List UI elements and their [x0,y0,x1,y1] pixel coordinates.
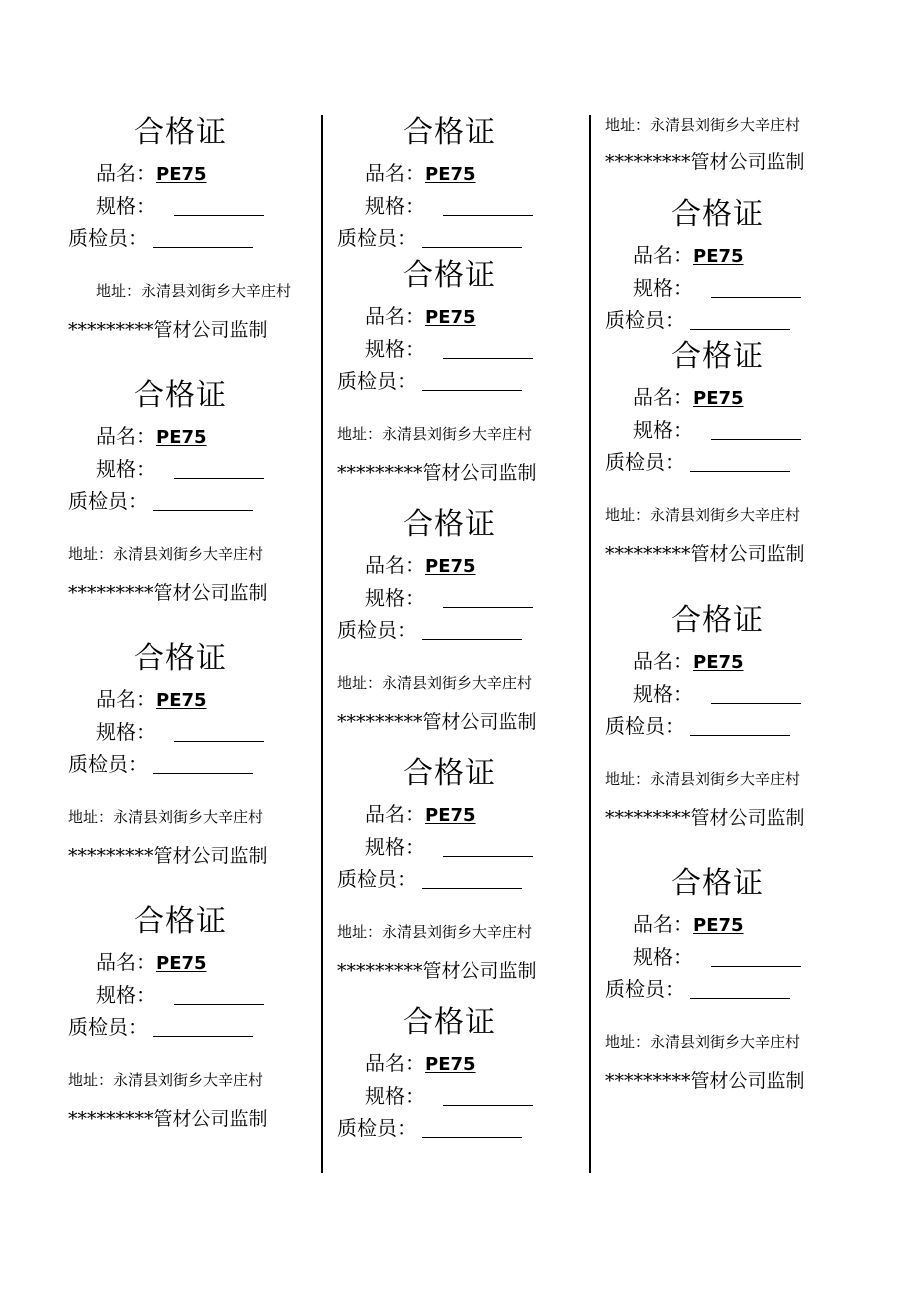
company-line: *********管材公司监制 [68,845,268,867]
certificate-block [68,378,318,604]
product-name-label: 品名： [365,161,425,185]
column-divider-left [321,115,323,1173]
product-name-value: PE75 [425,556,476,577]
certificate-block [337,258,587,484]
certificate-title: 合格证 [403,756,496,791]
product-name-label: 品名： [633,649,693,673]
certificate-block [337,1005,587,1140]
specification-blank-line [443,838,533,857]
inspector-blank-line [690,717,790,736]
product-name-row [365,804,476,825]
product-name-value: PE75 [693,915,744,936]
certificate-block [68,641,318,867]
company-line: *********管材公司监制 [337,711,537,733]
specification-row [633,947,801,967]
inspector-blank-line [153,229,253,248]
inspector-row [605,716,790,736]
specification-label: 规格： [96,457,156,481]
specification-label: 规格： [365,586,425,610]
product-name-value: PE75 [693,388,744,409]
company-line: *********管材公司监制 [68,582,268,604]
inspector-row [337,1118,522,1138]
address-line: 地址：永清县刘街乡大辛庄村 [605,506,801,524]
specification-blank-line [174,197,264,216]
certificate-block [68,904,318,1130]
address-line: 地址：永清县刘街乡大辛庄村 [337,425,533,443]
product-name-value: PE75 [156,164,207,185]
specification-label: 规格： [365,835,425,859]
product-name-row [365,555,476,576]
specification-label: 规格： [365,1084,425,1108]
specification-row [633,684,801,704]
product-name-value: PE75 [693,246,744,267]
inspector-row [68,1017,253,1037]
company-line: *********管材公司监制 [605,543,805,565]
product-name-label: 品名： [96,424,156,448]
inspector-label: 质检员： [605,714,685,738]
product-name-row [96,163,207,184]
inspector-label: 质检员： [68,752,148,776]
certificate-block [337,756,587,982]
product-name-value: PE75 [156,427,207,448]
inspector-label: 质检员： [68,226,148,250]
certificate-block [605,339,855,565]
certificate-block [337,115,587,250]
address-line: 地址：永清县刘街乡大辛庄村 [605,1033,801,1051]
product-name-row [96,952,207,973]
inspector-label: 质检员： [337,867,417,891]
product-name-label: 品名： [365,553,425,577]
product-name-row [633,914,744,935]
specification-label: 规格： [633,276,693,300]
inspector-row [605,310,790,330]
address-line: 地址：永清县刘街乡大辛庄村 [605,116,801,134]
inspector-row [337,869,522,889]
inspector-blank-line [153,755,253,774]
certificate-block [605,603,855,829]
specification-row [633,420,801,440]
inspector-blank-line [422,621,522,640]
product-name-row [633,651,744,672]
column-divider-right [589,115,591,1173]
certificate-title: 合格证 [403,115,496,150]
certificate-block [605,866,855,1092]
specification-blank-line [174,460,264,479]
product-name-value: PE75 [156,690,207,711]
product-name-row [365,306,476,327]
specification-label: 规格： [96,983,156,1007]
specification-row [365,588,533,608]
specification-row [633,278,801,298]
inspector-blank-line [153,492,253,511]
certificate-title: 合格证 [671,866,764,901]
inspector-label: 质检员： [68,489,148,513]
company-line: *********管材公司监制 [68,319,268,341]
certificate-block [605,197,855,332]
specification-row [96,722,264,742]
inspector-row [68,228,253,248]
certificate-title: 合格证 [403,507,496,542]
specification-row [365,196,533,216]
specification-label: 规格： [633,945,693,969]
product-name-label: 品名： [365,1051,425,1075]
specification-label: 规格： [633,682,693,706]
specification-label: 规格： [96,194,156,218]
specification-blank-line [711,685,801,704]
product-name-row [633,387,744,408]
inspector-label: 质检员： [337,1116,417,1140]
inspector-row [68,491,253,511]
inspector-label: 质检员： [605,977,685,1001]
certificate-title: 合格证 [134,378,227,413]
certificate-title: 合格证 [671,603,764,638]
inspector-blank-line [690,980,790,999]
specification-row [365,1086,533,1106]
certificate-block [337,507,587,733]
inspector-label: 质检员： [337,618,417,642]
product-name-label: 品名： [633,243,693,267]
specification-label: 规格： [365,194,425,218]
specification-row [365,837,533,857]
specification-label: 规格： [365,337,425,361]
product-name-value: PE75 [425,1054,476,1075]
product-name-label: 品名： [96,161,156,185]
certificate-title: 合格证 [403,1005,496,1040]
specification-blank-line [443,340,533,359]
specification-label: 规格： [96,720,156,744]
product-name-value: PE75 [156,953,207,974]
specification-blank-line [443,197,533,216]
product-name-row [96,689,207,710]
address-line: 地址：永清县刘街乡大辛庄村 [68,808,264,826]
product-name-value: PE75 [693,652,744,673]
product-name-value: PE75 [425,307,476,328]
address-line: 地址：永清县刘街乡大辛庄村 [337,674,533,692]
company-line: *********管材公司监制 [605,807,805,829]
product-name-label: 品名： [96,950,156,974]
certificate-title: 合格证 [671,197,764,232]
specification-label: 规格： [633,418,693,442]
product-name-row [96,426,207,447]
product-name-value: PE75 [425,164,476,185]
company-line: *********管材公司监制 [337,462,537,484]
certificate-title: 合格证 [671,339,764,374]
inspector-label: 质检员： [605,308,685,332]
address-line: 地址：永清县刘街乡大辛庄村 [68,1071,264,1089]
inspector-blank-line [690,453,790,472]
specification-blank-line [711,948,801,967]
product-name-label: 品名： [365,802,425,826]
product-name-row [633,245,744,266]
address-line: 地址：永清县刘街乡大辛庄村 [96,282,292,300]
product-name-row [365,163,476,184]
specification-blank-line [443,589,533,608]
certificate-title: 合格证 [403,258,496,293]
inspector-blank-line [422,1119,522,1138]
company-line: *********管材公司监制 [605,1070,805,1092]
inspector-label: 质检员： [68,1015,148,1039]
product-name-label: 品名： [633,385,693,409]
address-line: 地址：永清县刘街乡大辛庄村 [68,545,264,563]
specification-blank-line [443,1087,533,1106]
inspector-row [337,620,522,640]
inspector-blank-line [690,311,790,330]
specification-blank-line [174,986,264,1005]
inspector-label: 质检员： [605,450,685,474]
specification-row [365,339,533,359]
company-line: *********管材公司监制 [605,151,805,173]
specification-row [96,196,264,216]
certificate-block [68,115,318,341]
specification-blank-line [174,723,264,742]
company-line: *********管材公司监制 [68,1108,268,1130]
inspector-row [337,371,522,391]
inspector-blank-line [153,1018,253,1037]
inspector-row [605,979,790,999]
address-line: 地址：永清县刘街乡大辛庄村 [605,770,801,788]
specification-blank-line [711,279,801,298]
inspector-blank-line [422,229,522,248]
product-name-label: 品名： [365,304,425,328]
inspector-blank-line [422,870,522,889]
inspector-row [605,452,790,472]
specification-row [96,459,264,479]
product-name-value: PE75 [425,805,476,826]
certificate-title: 合格证 [134,641,227,676]
specification-row [96,985,264,1005]
inspector-label: 质检员： [337,369,417,393]
inspector-label: 质检员： [337,226,417,250]
inspector-row [68,754,253,774]
address-line: 地址：永清县刘街乡大辛庄村 [337,923,533,941]
certificate-title: 合格证 [134,904,227,939]
inspector-blank-line [422,372,522,391]
company-line: *********管材公司监制 [337,960,537,982]
certificate-title: 合格证 [134,115,227,150]
specification-blank-line [711,421,801,440]
product-name-row [365,1053,476,1074]
inspector-row [337,228,522,248]
product-name-label: 品名： [633,912,693,936]
product-name-label: 品名： [96,687,156,711]
